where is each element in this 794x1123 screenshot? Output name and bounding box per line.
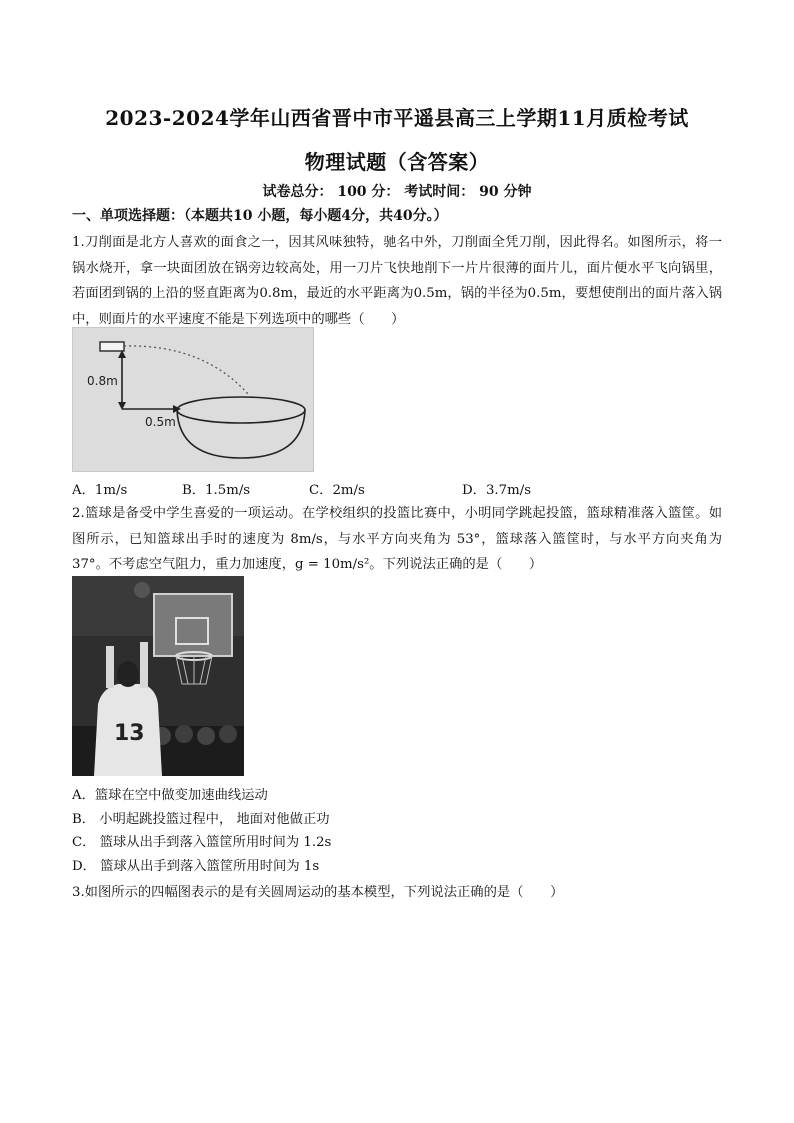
backboard-shape bbox=[154, 594, 232, 656]
dough-block-shape bbox=[100, 342, 124, 351]
question-1-option-c: C．2m/s bbox=[309, 483, 365, 498]
section-heading-single-choice: 一、单项选择题：（本题共10 小题，每小题4分，共40分。） bbox=[72, 208, 448, 224]
exam-title-line1: 2023-2024学年山西省晋中市平遥县高三上学期11月质检考试 bbox=[105, 106, 689, 130]
exam-meta: 试卷总分： 100 分： 考试时间： 90 分钟 bbox=[262, 184, 532, 200]
question-2-figure bbox=[72, 576, 244, 776]
question-1-options bbox=[72, 479, 732, 499]
question-2-text: 2.篮球是备受中学生喜爱的一项运动。在学校组织的投篮比赛中，小明同学跳起投篮，篮球精准落入篮筐。如图所示，已知篮球出手时的速度为 8m/s，与水平方向夹角为 53°，篮球落入篮筐时，与水平方向夹角为 37°。不考虑空气阻力，重力加速度，g = 10m/s²。下列说法正确的是（ ） bbox=[72, 506, 722, 572]
height-label: 0.8m bbox=[87, 374, 118, 388]
distance-label: 0.5m bbox=[145, 415, 176, 429]
question-2-option-d: D． 篮球从出手到落入篮筐所用时间为 1s bbox=[72, 858, 320, 874]
question-2-option-a: A．篮球在空中做变加速曲线运动 bbox=[72, 788, 268, 803]
noodle-pot-diagram bbox=[73, 328, 313, 471]
question-2-options bbox=[72, 784, 331, 878]
question-1-option-d: D．3.7m/s bbox=[462, 483, 532, 498]
question-1-figure bbox=[72, 327, 314, 472]
question-2-option-c: C． 篮球从出手到落入篮筐所用时间为 1.2s bbox=[72, 835, 332, 850]
jersey-number: 13 bbox=[114, 721, 145, 746]
question-3-text: 3.如图所示的四幅图表示的是有关圆周运动的基本模型，下列说法正确的是（ ） bbox=[72, 885, 564, 900]
question-1-option-b: B．1.5m/s bbox=[182, 483, 251, 498]
question-1-option-a: A．1m/s bbox=[72, 483, 128, 498]
basketball-photo bbox=[72, 576, 244, 776]
exam-title-line2: 物理试题（含答案） bbox=[304, 150, 490, 174]
question-2-option-b: B． 小明起跳投篮过程中， 地面对他做正功 bbox=[72, 811, 330, 827]
question-1-text: 1.刀削面是北方人喜欢的面食之一，因其风味独特，驰名中外，刀削面全凭刀削，因此得名。如图所示，将一锅水烧开，拿一块面团放在锅旁边较高处，用一刀片飞快地削下一片片很薄的面片儿，面片便水平飞向锅里，若面团到锅的上沿的竖直距离为0.8m，最近的水平距离为0.5m，锅的半径为0.5m，要想使削出的面片落入锅中，则面片的水平速度不能是下列选项中的哪些（ ） bbox=[72, 235, 722, 327]
